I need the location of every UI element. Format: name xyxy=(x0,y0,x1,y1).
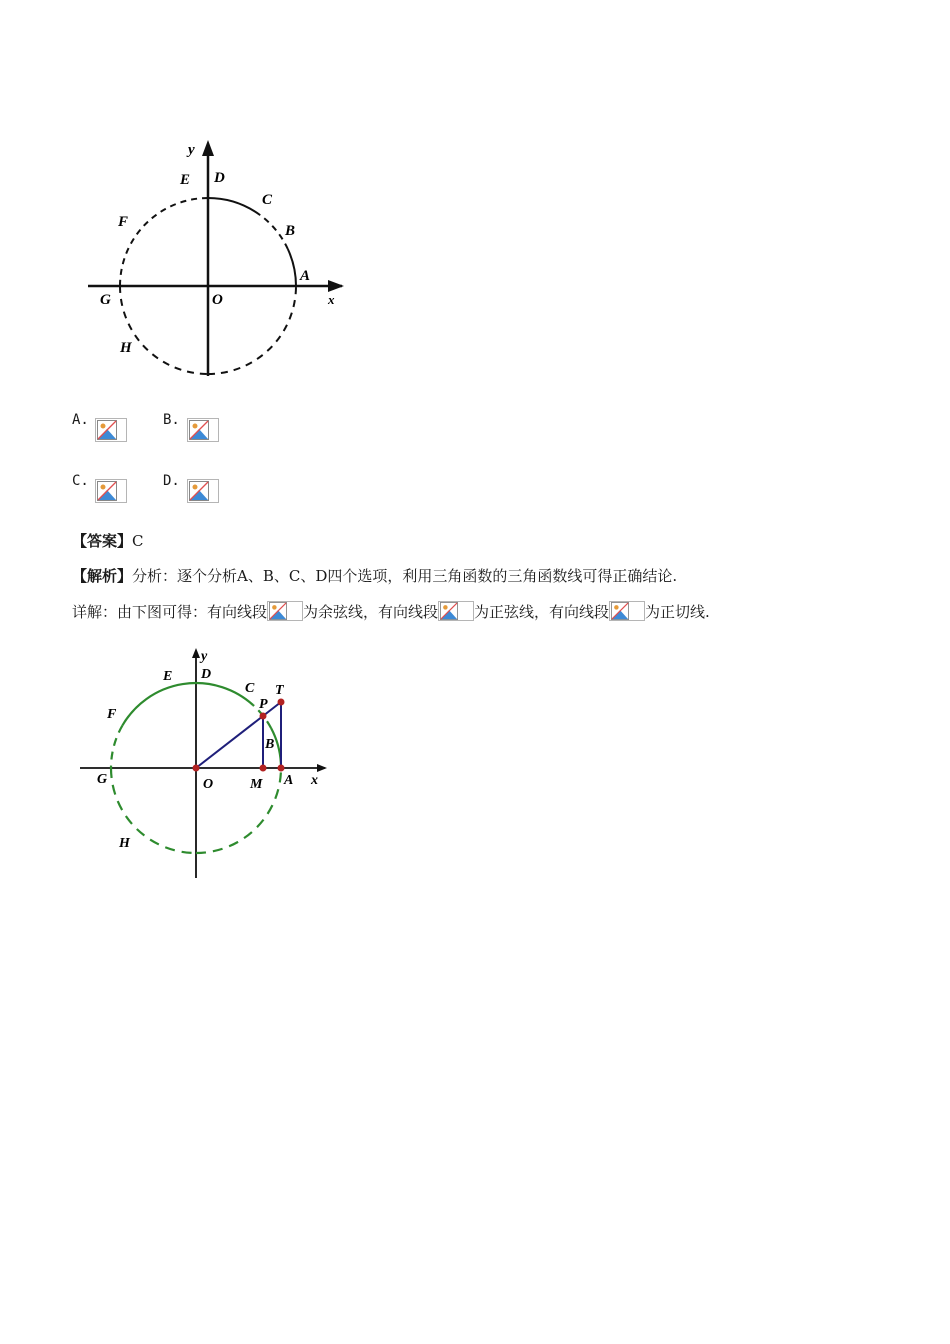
label-x: x xyxy=(328,292,335,307)
label-F: F xyxy=(118,214,129,230)
label-P: P xyxy=(259,697,268,712)
y-axis-arrow xyxy=(202,140,214,156)
broken-image-icon xyxy=(187,479,219,503)
label-T: T xyxy=(275,683,284,698)
label-E: E xyxy=(180,172,191,188)
answer-prefix: 【答案】 xyxy=(72,532,133,550)
unit-circle-figure-2 xyxy=(75,640,345,890)
label-D: D xyxy=(214,170,225,186)
y-axis-arrow xyxy=(192,648,200,658)
broken-image-icon xyxy=(187,418,219,442)
point-M xyxy=(260,765,267,772)
option-letter-c: C. xyxy=(72,473,89,489)
broken-image-icon xyxy=(438,601,474,621)
label-G: G xyxy=(97,772,108,787)
analysis-prefix: 【解析】 xyxy=(72,567,133,585)
detail-tan-text: 为正切线. xyxy=(645,603,710,621)
label-H: H xyxy=(120,340,132,356)
arc-G-bottom xyxy=(120,286,208,374)
label-C: C xyxy=(245,681,255,696)
arc-F-G xyxy=(111,726,122,769)
analysis-text: 分析：逐个分析A、B、C、D四个选项，利用三角函数的三角函数线可得正确结论. xyxy=(132,567,678,585)
detail-sin-text: 为正弦线，有向线段 xyxy=(474,603,610,621)
label-x: x xyxy=(311,773,318,788)
point-T xyxy=(278,699,285,706)
x-axis-arrow xyxy=(317,764,327,772)
detail-line xyxy=(72,601,710,622)
label-F: F xyxy=(107,707,117,722)
analysis-line xyxy=(72,566,677,586)
arc-C-D xyxy=(208,198,260,215)
label-B: B xyxy=(285,223,296,239)
label-A: A xyxy=(300,268,311,284)
broken-image-icon xyxy=(609,601,645,621)
label-O: O xyxy=(203,777,214,792)
arc-A-B xyxy=(288,249,296,286)
segment-OT xyxy=(196,702,281,768)
detail-cos-text: 为余弦线，有向线段 xyxy=(303,603,439,621)
broken-image-icon xyxy=(95,418,127,442)
label-E: E xyxy=(163,669,173,684)
label-O: O xyxy=(212,292,223,308)
label-D: D xyxy=(201,667,212,682)
option-letter-d: D. xyxy=(163,473,180,489)
option-letter-b: B. xyxy=(163,412,180,428)
detail-lead: 详解：由下图可得：有向线段 xyxy=(72,603,268,621)
label-y: y xyxy=(188,142,195,158)
answer-value: C xyxy=(132,532,144,550)
answer-line xyxy=(72,531,144,551)
arc-B-C xyxy=(260,215,288,249)
label-M: M xyxy=(250,777,263,792)
broken-image-icon xyxy=(95,479,127,503)
label-B: B xyxy=(265,737,275,752)
label-A: A xyxy=(284,773,294,788)
label-H: H xyxy=(119,836,130,851)
label-C: C xyxy=(262,192,273,208)
point-P xyxy=(260,713,267,720)
arc-D-G xyxy=(120,198,208,286)
option-letter-a: A. xyxy=(72,412,89,428)
broken-image-icon xyxy=(267,601,303,621)
label-y: y xyxy=(201,649,208,664)
x-axis-arrow xyxy=(328,280,344,292)
point-A xyxy=(278,765,285,772)
unit-circle-figure-1 xyxy=(80,132,360,382)
arc-C-F xyxy=(122,683,253,725)
point-O xyxy=(193,765,200,772)
label-G: G xyxy=(100,292,111,308)
